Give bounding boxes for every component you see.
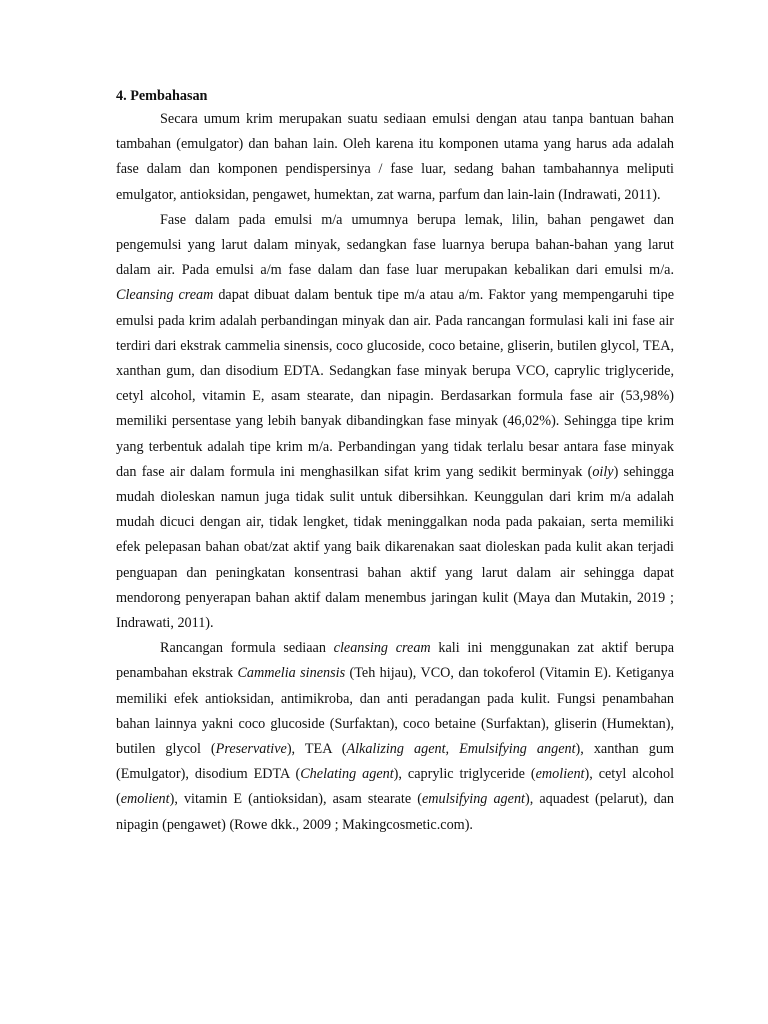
- italic-term: Alkalizing agent, Emulsifying angent: [346, 741, 576, 758]
- text-run: ), xanthan gum (Emulgator), disodium EDTA (: [116, 741, 674, 783]
- italic-term: Cammelia sinensis: [237, 665, 346, 682]
- italic-term: emolient: [120, 791, 170, 808]
- section-heading: 4. Pembahasan: [116, 88, 208, 104]
- text-run: kali ini menggunakan zat aktif berupa penambahan ekstrak: [116, 640, 674, 682]
- italic-term: oily: [592, 463, 614, 480]
- italic-term: emolient: [535, 766, 585, 783]
- italic-term: Chelating agent: [300, 766, 394, 783]
- text-run: ), aquadest (pelarut), dan nipagin (pengawet) (Rowe dkk., 2009 ; Makingcosmetic.com).: [116, 791, 675, 833]
- italic-term: emulsifying agent: [421, 791, 525, 808]
- paragraph-3: [116, 636, 674, 838]
- text-run: Secara umum krim merupakan suatu sediaan emulsi dengan atau tanpa bantuan bahan tambahan (emulgator) dan bahan lain. Oleh karena itu komponen utama yang harus ada adalah fase dalam dan komponen pendispersinya / fase luar, sedang bahan tambahannya meliputi emulgator, antioksidan, pengawet, humektan, zat warna, parfum dan lain-lain (Indrawati, 2011).: [116, 111, 674, 203]
- text-run: ), TEA (: [286, 741, 347, 758]
- text-run: Rancangan formula sediaan: [160, 640, 334, 657]
- text-run: (Teh hijau), VCO, dan tokoferol (Vitamin E). Ketiganya memiliki efek antioksidan, antimikroba, dan anti peradangan pada kulit. Fungsi penambahan bahan lainnya yakni coco glucoside (Surfaktan), coco betaine (Surfaktan), gliserin (Humektan), butilen glycol (: [116, 665, 674, 758]
- italic-term: Cleansing cream: [116, 287, 214, 304]
- document-page: [116, 86, 674, 838]
- text-run: ), vitamin E (antioksidan), asam stearate (: [169, 791, 422, 808]
- italic-term: Preservative: [215, 741, 287, 758]
- paragraph-2: [116, 208, 674, 636]
- italic-term: cleansing cream: [333, 640, 431, 657]
- text-run: ) sehingga mudah dioleskan namun juga tidak sulit untuk dibersihkan. Keunggulan dari krim m/a adalah mudah dicuci dengan air, tidak lengket, tidak meninggalkan noda pada pakaian, serta memiliki efek pelepasan bahan obat/zat aktif yang baik dikarenakan saat dioleskan pada kulit akan terjadi penguapan dan peningkatan konsentrasi bahan aktif yang larut dalam air sehingga dapat mendorong penyerapan bahan aktif dalam menembus jaringan kulit (Maya dan Mutakin, 2019 ; Indrawati, 2011).: [116, 463, 674, 632]
- text-run: Fase dalam pada emulsi m/a umumnya berupa lemak, lilin, bahan pengawet dan pengemulsi yang larut dalam minyak, sedangkan fase luarnya berupa bahan-bahan yang larut dalam air. Pada emulsi a/m fase dalam dan fase luar merupakan kebalikan dari emulsi m/a.: [116, 211, 674, 279]
- text-run: dapat dibuat dalam bentuk tipe m/a atau a/m. Faktor yang mempengaruhi tipe emulsi pada krim adalah perbandingan minyak dan air. Pada rancangan formulasi kali ini fase air terdiri dari ekstrak cammelia sinensis, coco glucoside, coco betaine, gliserin, butilen glycol, TEA, xanthan gum, dan disodium EDTA. Sedangkan fase minyak berupa VCO, caprylic triglyceride, cetyl alcohol, vitamin E, asam stearate, dan nipagin. Berdasarkan formula fase air (53,98%) memiliki persentase yang lebih banyak dibandingkan fase minyak (46,02%). Sehingga tipe krim yang terbentuk adalah tipe krim m/a. Perbandingan yang tidak terlalu besar antara fase minyak dan fase air dalam formula ini menghasilkan sifat krim yang sedikit berminyak (: [116, 287, 674, 480]
- text-run: ), caprylic triglyceride (: [393, 766, 536, 783]
- text-run: ), cetyl alcohol (: [116, 766, 675, 808]
- paragraph-1: [116, 107, 674, 208]
- body-text: [116, 107, 674, 838]
